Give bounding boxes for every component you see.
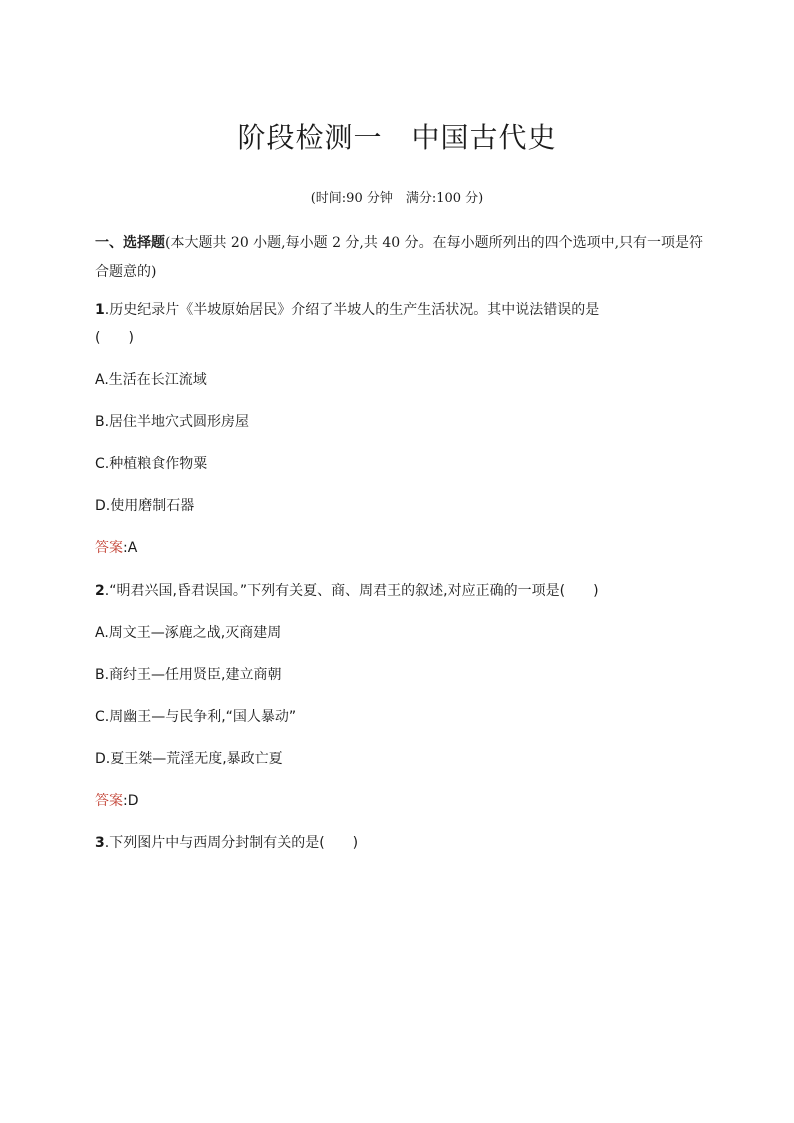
answer-value: :D [123,793,139,809]
question-1-option-a: A.生活在长江流域 [95,372,207,388]
exam-info: (时间:90 分钟 满分:100 分) [310,191,484,206]
answer-label: 答案 [95,793,123,809]
question-text: .“明君兴国,昏君误国。”下列有关夏、商、周君王的叙述,对应正确的一项是( ) [104,583,599,599]
question-number: 3 [95,835,105,851]
question-text: .下列图片中与西周分封制有关的是( ) [104,835,359,851]
question-2-answer [95,791,139,811]
question-number: 1 [95,302,105,318]
question-2-stem [95,581,599,601]
question-3-stem [95,833,358,853]
section-instructions [95,229,705,287]
question-1-answer [95,538,137,558]
question-1-option-c: C.种植粮食作物粟 [95,456,208,472]
question-text: .历史纪录片《半坡原始居民》介绍了半坡人的生产生活状况。其中说法错误的是 [104,302,600,318]
question-1-option-d: D.使用磨制石器 [95,498,195,514]
question-number: 2 [95,583,105,599]
question-2-option-b: B.商纣王—任用贤臣,建立商朝 [95,667,282,683]
question-2-option-a: A.周文王—涿鹿之战,灭商建周 [95,625,282,641]
question-2-option-d: D.夏王桀—荒淫无度,暴政亡夏 [95,751,283,767]
answer-label: 答案 [95,540,123,556]
section-heading: 一、选择题 [95,235,165,251]
question-1-blank: ( ) [95,330,134,346]
question-2-option-c: C.周幽王—与民争利,“国人暴动” [95,709,297,725]
page-title: 阶段检测一 中国古代史 [237,121,557,154]
answer-value: :A [123,540,138,556]
question-1-option-b: B.居住半地穴式圆形房屋 [95,414,250,430]
question-1-stem [95,300,599,320]
section-description: (本大题共 20 小题,每小题 2 分,共 40 分。在每小题所列出的四个选项中,只有一项是符合题意的) [95,235,704,280]
